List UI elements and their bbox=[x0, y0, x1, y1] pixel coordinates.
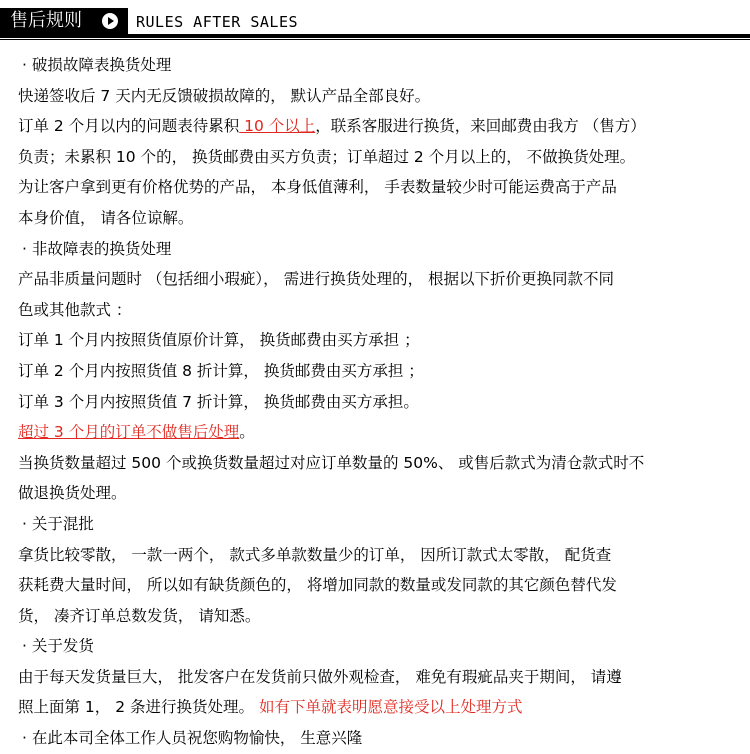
paragraph-line: 产品非质量问题时 （包括细小瑕疵）， 需进行换货处理的， 根据以下折价更换同款不同 bbox=[18, 270, 615, 289]
paragraph-line: 订单 3 个月内按照货值 7 折计算， 换货邮费由买方承担。 bbox=[18, 392, 419, 411]
paragraph-line: 货， 凑齐订单总数发货， 请知悉。 bbox=[18, 606, 261, 625]
paragraph-line: 当换货数量超过 500 个或换货数量超过对应订单数量的 50%、 或售后款式为清仓款式时不 bbox=[18, 453, 645, 472]
paragraph-line: 订单 2 个月内按照货值 8 折计算， 换货邮费由买方承担 ； bbox=[18, 361, 424, 380]
paragraph-line: 为让客户拿到更有价格优势的产品， 本身低值薄利， 手表数量较少时可能运费高于产品 bbox=[18, 178, 617, 197]
header-divider bbox=[0, 34, 750, 38]
paragraph-line: 获耗费大量时间， 所以如有缺货颜色的， 将增加同款的数量或发同款的其它颜色替代发 bbox=[18, 576, 617, 595]
highlight-threshold: 10 个以上 bbox=[239, 117, 316, 136]
section-title-damage: · 破损故障表换货处理 bbox=[22, 56, 172, 74]
paragraph-line: 负责；未累积 10 个的， 换货邮费由买方负责；订单超过 2 个月以上的， 不做换货处理。 bbox=[18, 147, 636, 166]
section-title-non-fault: · 非故障表的换货处理 bbox=[22, 239, 172, 258]
text-span: ，联系客服进行换货，来回邮费由我方 （售方） bbox=[315, 117, 646, 136]
text-span: 照上面第 1， 2 条进行换货处理。 bbox=[18, 698, 259, 717]
highlight-acceptance: 如有下单就表明愿意接受以上处理方式 bbox=[258, 698, 523, 717]
text-span: 订单 2 个月以内的问题表待累积 bbox=[18, 117, 240, 136]
paragraph-line: 订单 1 个月内按照货值原价计算， 换货邮费由买方承担 ； bbox=[18, 331, 420, 350]
closing-line: · 在此本司全体工作人员祝您购物愉快， 生意兴隆 bbox=[22, 729, 363, 748]
section-title-mixed: · 关于混批 bbox=[22, 514, 94, 533]
paragraph-line bbox=[18, 111, 734, 142]
title-tab bbox=[0, 8, 128, 34]
title-cn: 售后规则 bbox=[10, 10, 82, 31]
text-span: 。 bbox=[239, 423, 255, 442]
rules-content bbox=[18, 50, 734, 754]
paragraph-line: 本身价值， 请各位谅解。 bbox=[18, 208, 194, 227]
paragraph-line bbox=[18, 417, 734, 448]
header bbox=[0, 0, 750, 40]
paragraph-line: 做退换货处理。 bbox=[18, 484, 127, 503]
paragraph-line: 由于每天发货量巨大， 批发客户在发货前只做外观检查， 难免有瑕疵品夹于期间， 请遵 bbox=[18, 667, 622, 686]
play-circle-icon bbox=[102, 13, 118, 29]
paragraph-line bbox=[18, 692, 734, 723]
header-divider-thin bbox=[0, 39, 750, 40]
section-title-shipping: · 关于发货 bbox=[22, 637, 94, 656]
title-en: RULES AFTER SALES bbox=[136, 13, 299, 31]
paragraph-line: 快递签收后 7 天内无反馈破损故障的， 默认产品全部良好。 bbox=[18, 86, 431, 105]
highlight-no-service: 超过 3 个月的订单不做售后处理 bbox=[18, 423, 240, 442]
paragraph-line: 色或其他款式 ： bbox=[18, 300, 132, 319]
paragraph-line: 拿货比较零散， 一款一两个， 款式多单款数量少的订单， 因所订款式太零散， 配货查 bbox=[18, 545, 612, 564]
